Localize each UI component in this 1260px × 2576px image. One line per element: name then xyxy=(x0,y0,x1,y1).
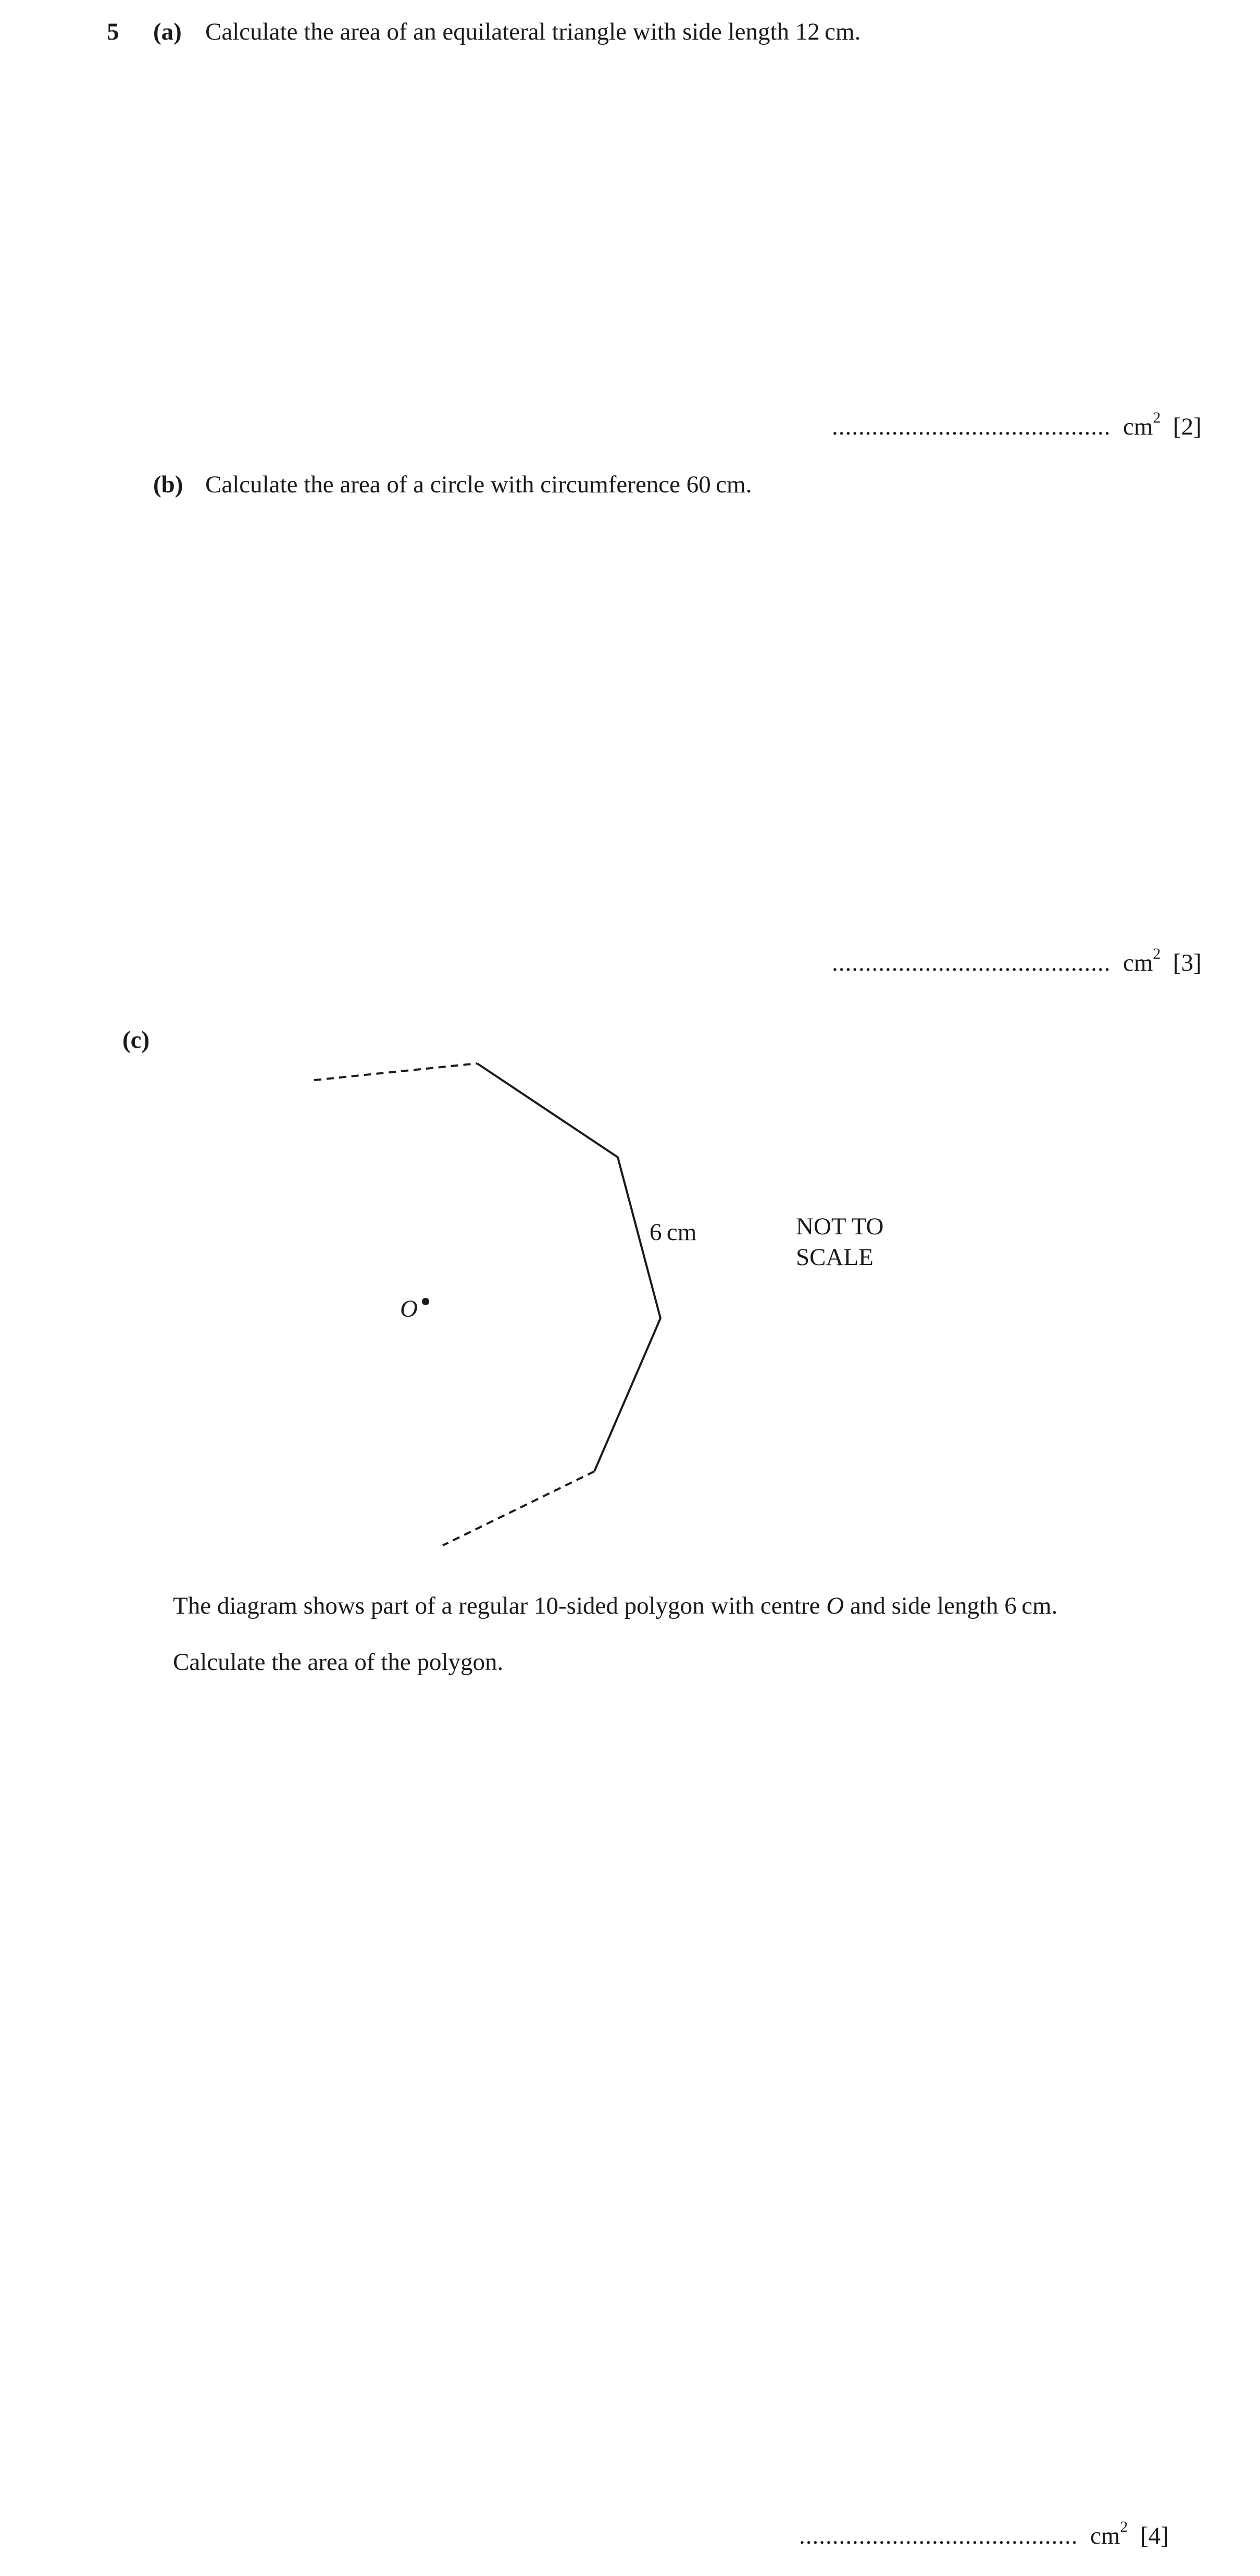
side-length-label: 6 cm xyxy=(650,1219,697,1246)
answer-dots[interactable]: .......................................... xyxy=(832,413,1111,440)
answer-unit-exponent: 2 xyxy=(1153,945,1161,963)
part-c-description xyxy=(173,1594,1057,1618)
part-c-answer-line xyxy=(799,2518,1169,2549)
polygon-edge-dashed-bottom xyxy=(443,1471,594,1545)
polygon-edges-solid xyxy=(477,1063,660,1471)
part-a-label: (a) xyxy=(153,18,182,45)
centre-label: O xyxy=(400,1295,418,1322)
question-number: 5 xyxy=(107,18,119,45)
not-to-scale-label-line1: NOT TO xyxy=(796,1213,884,1240)
polygon-edge-dashed-top xyxy=(314,1063,477,1080)
answer-unit: cm xyxy=(1123,413,1153,440)
answer-dots[interactable]: .......................................... xyxy=(799,2522,1078,2549)
answer-unit: cm xyxy=(1123,949,1153,976)
centre-point xyxy=(422,1298,429,1305)
answer-dots[interactable]: .......................................... xyxy=(832,949,1111,976)
part-a-question-text: Calculate the area of an equilateral triangle with side length 12 cm. xyxy=(205,18,861,45)
part-b-question-text: Calculate the area of a circle with circumference 60 cm. xyxy=(205,471,752,498)
part-b-label: (b) xyxy=(153,471,183,498)
description-text-end: and side length 6 cm. xyxy=(844,1592,1058,1619)
description-text-start: The diagram shows part of a regular 10-sided polygon with centre xyxy=(173,1592,827,1619)
answer-unit-exponent: 2 xyxy=(1153,409,1161,427)
part-c-instruction: Calculate the area of the polygon. xyxy=(173,1649,504,1676)
description-centre-letter: O xyxy=(826,1592,844,1619)
answer-unit: cm xyxy=(1090,2522,1120,2549)
answer-unit-exponent: 2 xyxy=(1120,2518,1128,2536)
marks-badge: [3] xyxy=(1172,949,1202,976)
part-c-label: (c) xyxy=(122,1026,150,1054)
marks-badge: [2] xyxy=(1172,413,1202,440)
marks-badge: [4] xyxy=(1140,2522,1169,2549)
not-to-scale-label-line2: SCALE xyxy=(796,1244,874,1271)
